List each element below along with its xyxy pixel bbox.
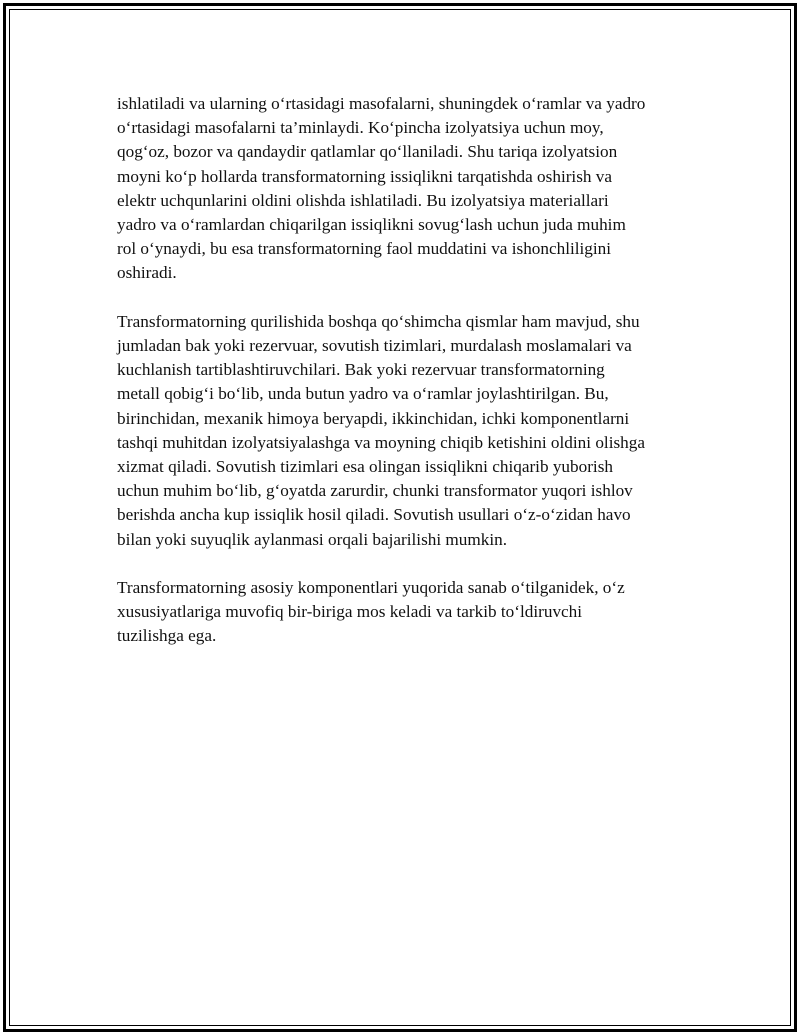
- text-line: Transformatorning asosiy komponentlari yuqorida sanab o‘tilganidek, o‘z: [117, 578, 625, 598]
- text-line: qog‘oz, bozor va qandaydir qatlamlar qo‘llaniladi. Shu tariqa izolyatsion: [117, 142, 618, 162]
- text-line: tashqi muhitdan izolyatsiyalashga va moyning chiqib ketishini oldini olishga: [117, 432, 645, 452]
- text-line: uchun muhim bo‘lib, g‘oyatda zarurdir, chunki transformator yuqori ishlov: [117, 481, 633, 501]
- document-body: [117, 92, 685, 673]
- paragraph-1: [117, 92, 685, 286]
- text-line: tuzilishga ega.: [117, 626, 217, 646]
- text-line: xizmat qiladi. Sovutish tizimlari esa olingan issiqlikni chiqarib yuborish: [117, 457, 613, 477]
- text-line: elektr uchqunlarini oldini olishda ishlatiladi. Bu izolyatsiya materiallari: [117, 190, 609, 210]
- text-line: berishda ancha kup issiqlik hosil qiladi. Sovutish usullari o‘z-o‘zidan havo: [117, 505, 631, 525]
- text-line: rol o‘ynaydi, bu esa transformatorning faol muddatini va ishonchliligini: [117, 239, 612, 259]
- text-line: xususiyatlariga muvofiq bir-biriga mos keladi va tarkib to‘ldiruvchi: [117, 602, 583, 622]
- text-line: o‘rtasidagi masofalarni ta’minlaydi. Ko‘pincha izolyatsiya uchun moy,: [117, 118, 604, 138]
- text-line: oshiradi.: [117, 263, 177, 283]
- paragraph-3: [117, 576, 685, 649]
- text-line: Transformatorning qurilishida boshqa qo‘shimcha qismlar ham mavjud, shu: [117, 311, 640, 331]
- text-line: bilan yoki suyuqlik aylanmasi orqali bajarilishi mumkin.: [117, 529, 508, 549]
- text-line: metall qobig‘i bo‘lib, unda butun yadro va o‘ramlar joylashtirilgan. Bu,: [117, 384, 609, 404]
- text-line: birinchidan, mexanik himoya beryapdi, ikkinchidan, ichki komponentlarni: [117, 408, 630, 428]
- text-line: moyni ko‘p hollarda transformatorning issiqlikni tarqatishda oshirish va: [117, 166, 613, 186]
- text-line: kuchlanish tartiblashtiruvchilari. Bak yoki rezervuar transformatorning: [117, 360, 605, 380]
- text-line: jumladan bak yoki rezervuar, sovutish tizimlari, murdalash moslamalari va: [117, 336, 632, 356]
- text-line: yadro va o‘ramlardan chiqarilgan issiqlikni sovug‘lash uchun juda muhim: [117, 215, 626, 235]
- text-line: ishlatiladi va ularning o‘rtasidagi masofalarni, shuningdek o‘ramlar va yadro: [117, 94, 646, 113]
- paragraph-2: [117, 310, 685, 552]
